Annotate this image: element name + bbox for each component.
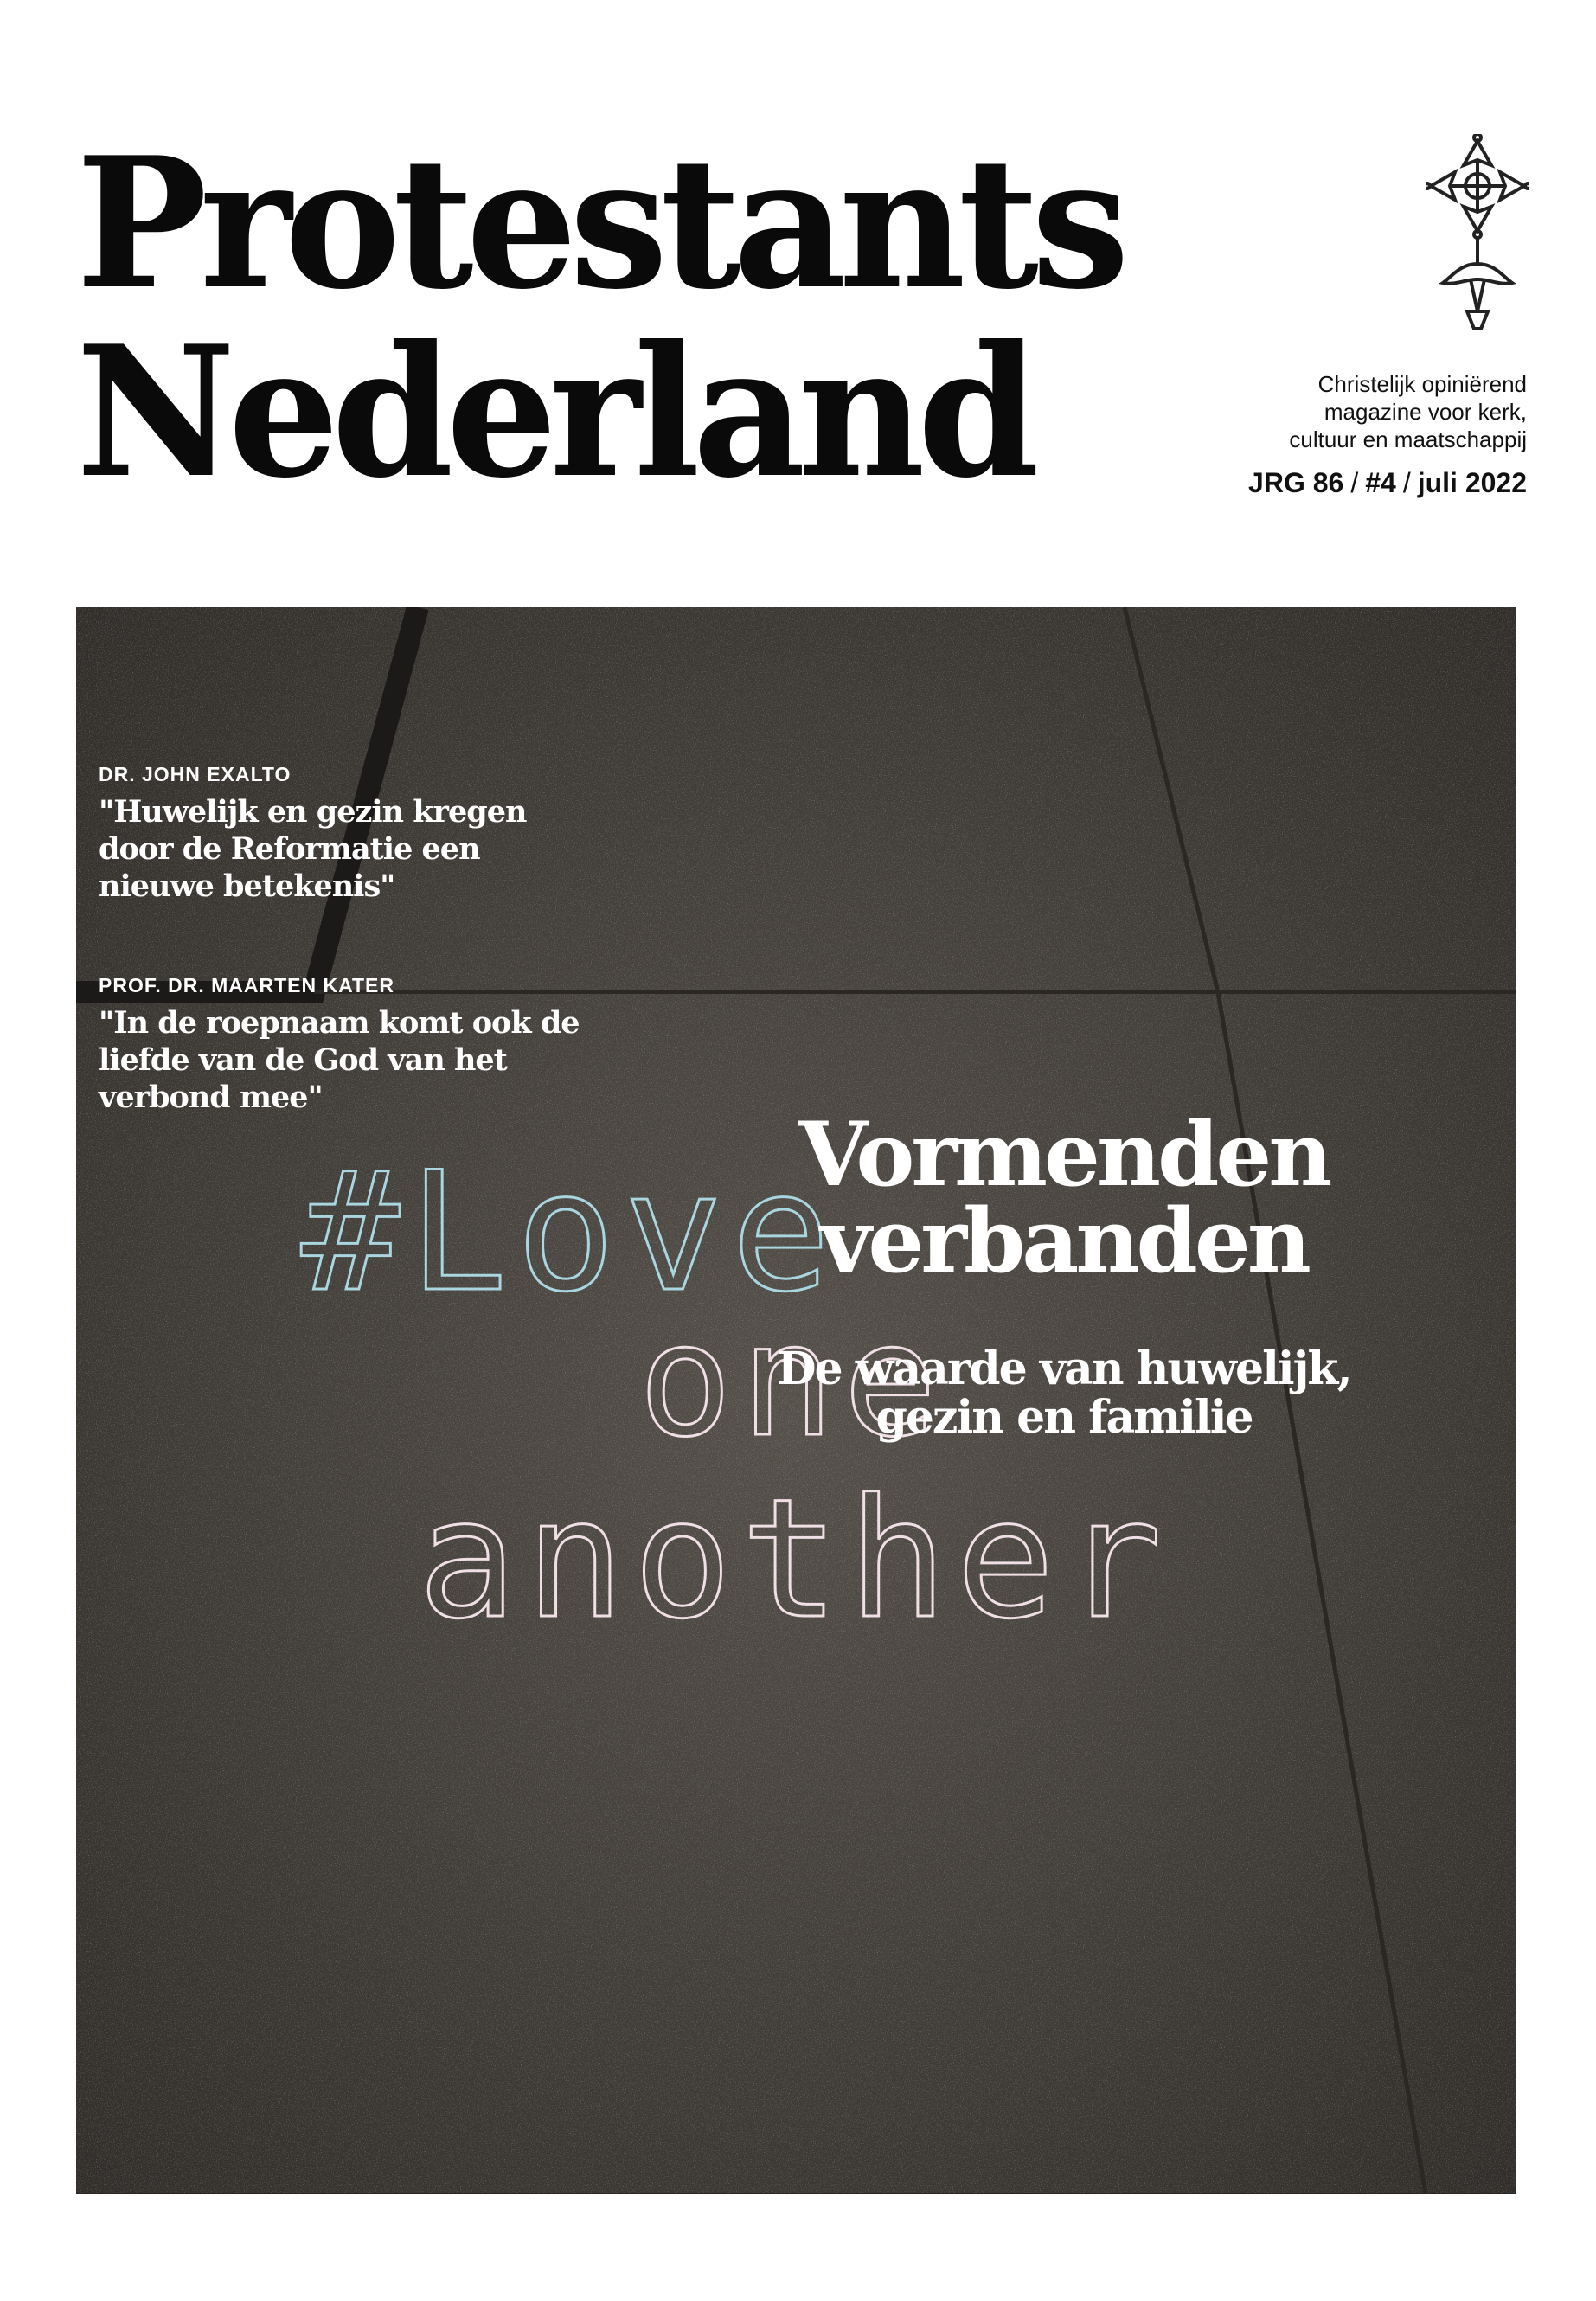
tagline — [1163, 370, 1527, 453]
cover-headline-line2: verbanden — [820, 1189, 1308, 1293]
issue-separator: / — [1402, 467, 1411, 498]
issue-separator: / — [1350, 467, 1359, 498]
teaser-2[interactable] — [99, 974, 583, 1116]
tagline-line3: cultuur en maatschappij — [1289, 426, 1527, 452]
chalk-line-another: another — [418, 1464, 1171, 1655]
issue-date: juli 2022 — [1417, 467, 1527, 498]
teaser-1-quote: "Huwelijk en gezin kregen door de Reformatie een nieuwe betekenis" — [99, 794, 527, 904]
issue-number: #4 — [1365, 467, 1396, 498]
tagline-line1: Christelijk opiniërend — [1317, 371, 1527, 397]
cover-subtitle: De waarde van huwelijk, gezin en familie — [777, 1343, 1351, 1444]
cover-headline-line1: Vormenden — [798, 1103, 1330, 1207]
tagline-line2: magazine voor kerk, — [1324, 399, 1527, 425]
issue-info — [1248, 467, 1527, 499]
teaser-1[interactable] — [99, 763, 583, 905]
chalk-line-love: #Love — [301, 1137, 839, 1328]
magazine-title-line1: Protestants — [76, 119, 1123, 330]
teaser-1-author: DR. JOHN EXALTO — [99, 763, 292, 785]
magazine-title — [76, 119, 1123, 518]
chalk-line-one: one — [638, 1291, 946, 1471]
issue-volume: JRG 86 — [1248, 467, 1344, 498]
huguenot-cross-icon — [1426, 134, 1529, 333]
teaser-2-quote: "In de roepnaam komt ook de liefde van de God van het verbond mee" — [99, 1005, 580, 1115]
cover-headline — [761, 1103, 1367, 1293]
teaser-2-author: PROF. DR. MAARTEN KATER — [99, 974, 395, 997]
magazine-title-line2: Nederland — [76, 307, 1033, 518]
